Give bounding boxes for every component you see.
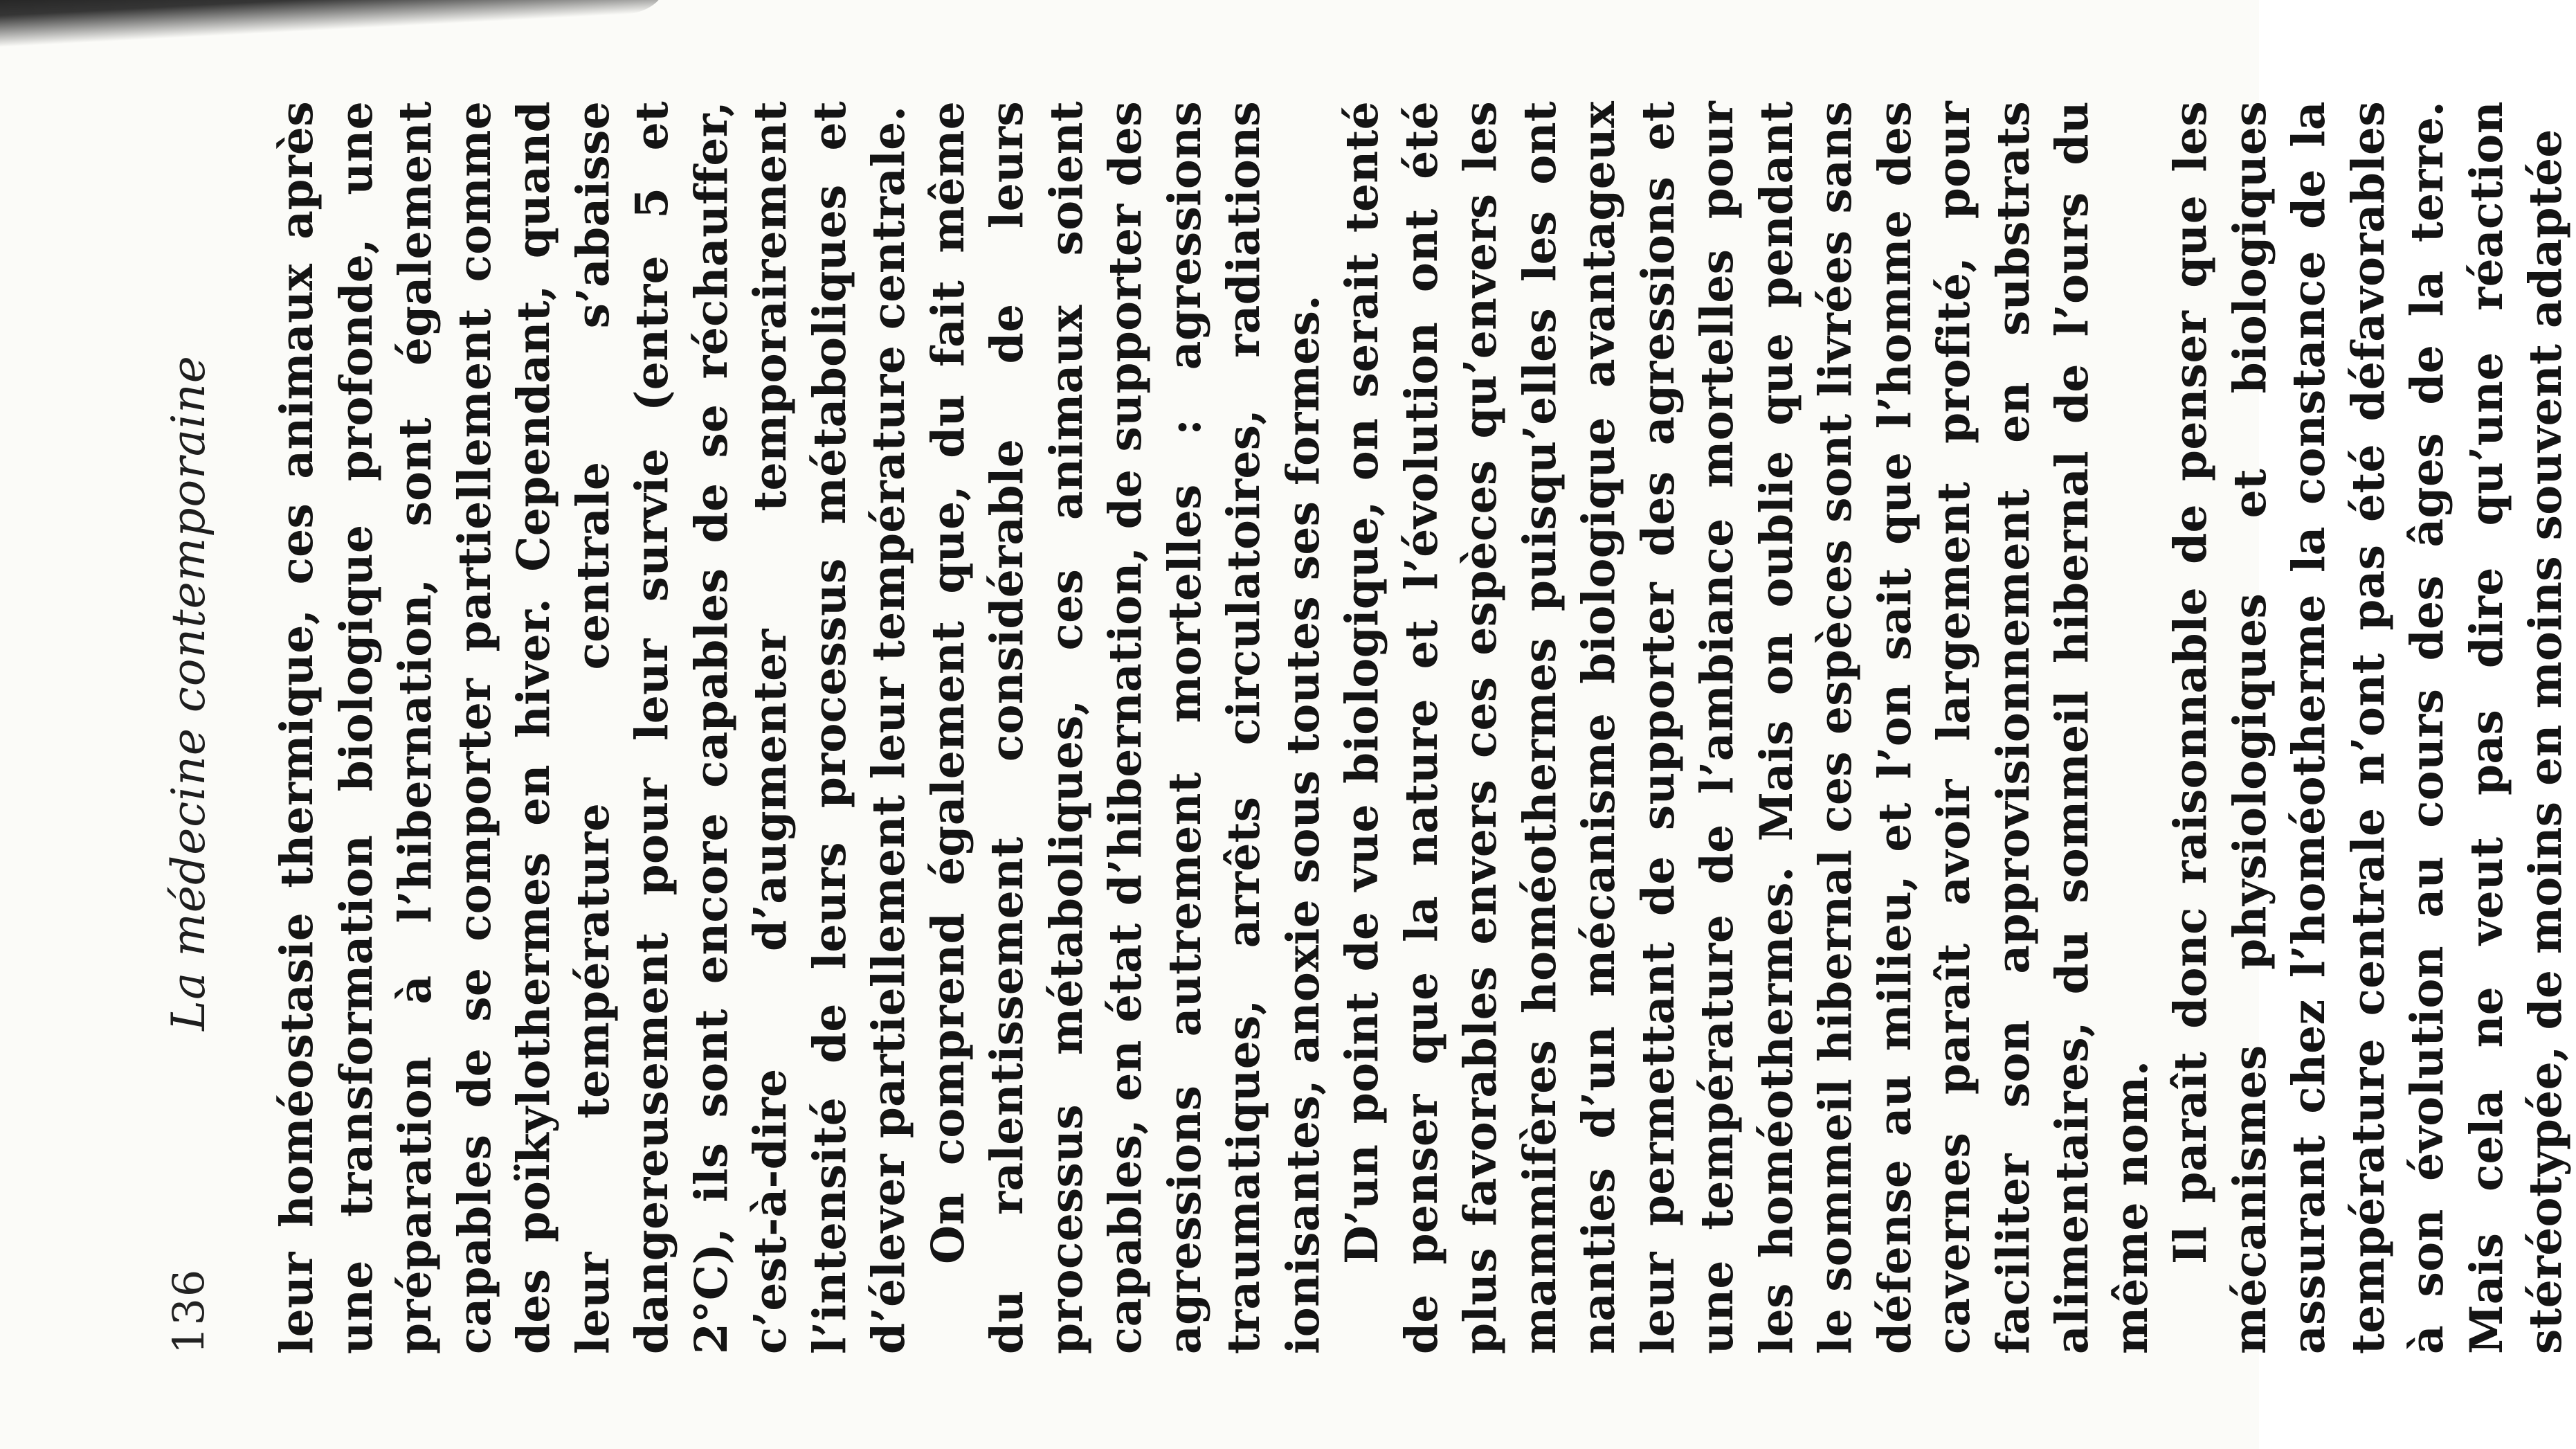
- paragraph-4: Il paraît donc raisonnable de penser que les mécanismes physiologiques et biologiques assurant chez l’homéotherme la constance de la température centrale n’ont pas été défavorables à son évolution au cours des âges de la terre. Mais cela ne veut pas dire qu’une réaction stéréotypée, de moins en moins souvent adaptée: [2164, 101, 2572, 1354]
- paragraph-1: leur homéostasie thermique, ces animaux après une transformation biologique profonde, une préparation à l’hibernation, sont également capables de se comporter partiellement comme des poïkylothermes en hiver. Cependant, quand leur température centrale s’abaisse dangereusement pour leur survie (entre 5 et 2°C), ils sont encore capables de se réchauffer, c’est-à-dire d’augmenter temporairement l’intensité de leurs processus métaboliques et d’élever partiellement leur température centrale.: [271, 101, 915, 1354]
- page-header: [150, 32, 226, 1437]
- page-number: 136: [163, 1268, 214, 1354]
- running-head: La médecine contemporaine: [161, 355, 215, 1031]
- paragraph-3: D’un point de vue biologique, on serait tenté de penser que la nature et l’évolution ont été plus favorables envers ces espèces qu’envers les mammifères homéothermes puisqu’elles les ont nanties d’un mécanisme biologique avantageux leur permettant de supporter des agressions et une température de l’ambiance mortelles pour les homéothermes. Mais on oublie que pendant le sommeil hibernal ces espèces sont livrées sans défense au milieu, et l’on sait que l’homme des cavernes paraît avoir largement profité, pour faciliter son approvisionnement en substrats alimentaires, du sommeil hibernal de l’ours du même nom.: [1336, 101, 2158, 1354]
- page-body: [268, 101, 2576, 1354]
- paragraph-2: On comprend également que, du fait même du ralentissement considérable de leurs processus métaboliques, ces animaux soient capables, en état d’hibernation, de supporter des agressions autrement mortelles : agressions traumatiques, arrêts circulatoires, radiations ionisantes, anoxie sous toutes ses formes.: [921, 101, 1330, 1354]
- book-page: [53, 32, 2572, 1437]
